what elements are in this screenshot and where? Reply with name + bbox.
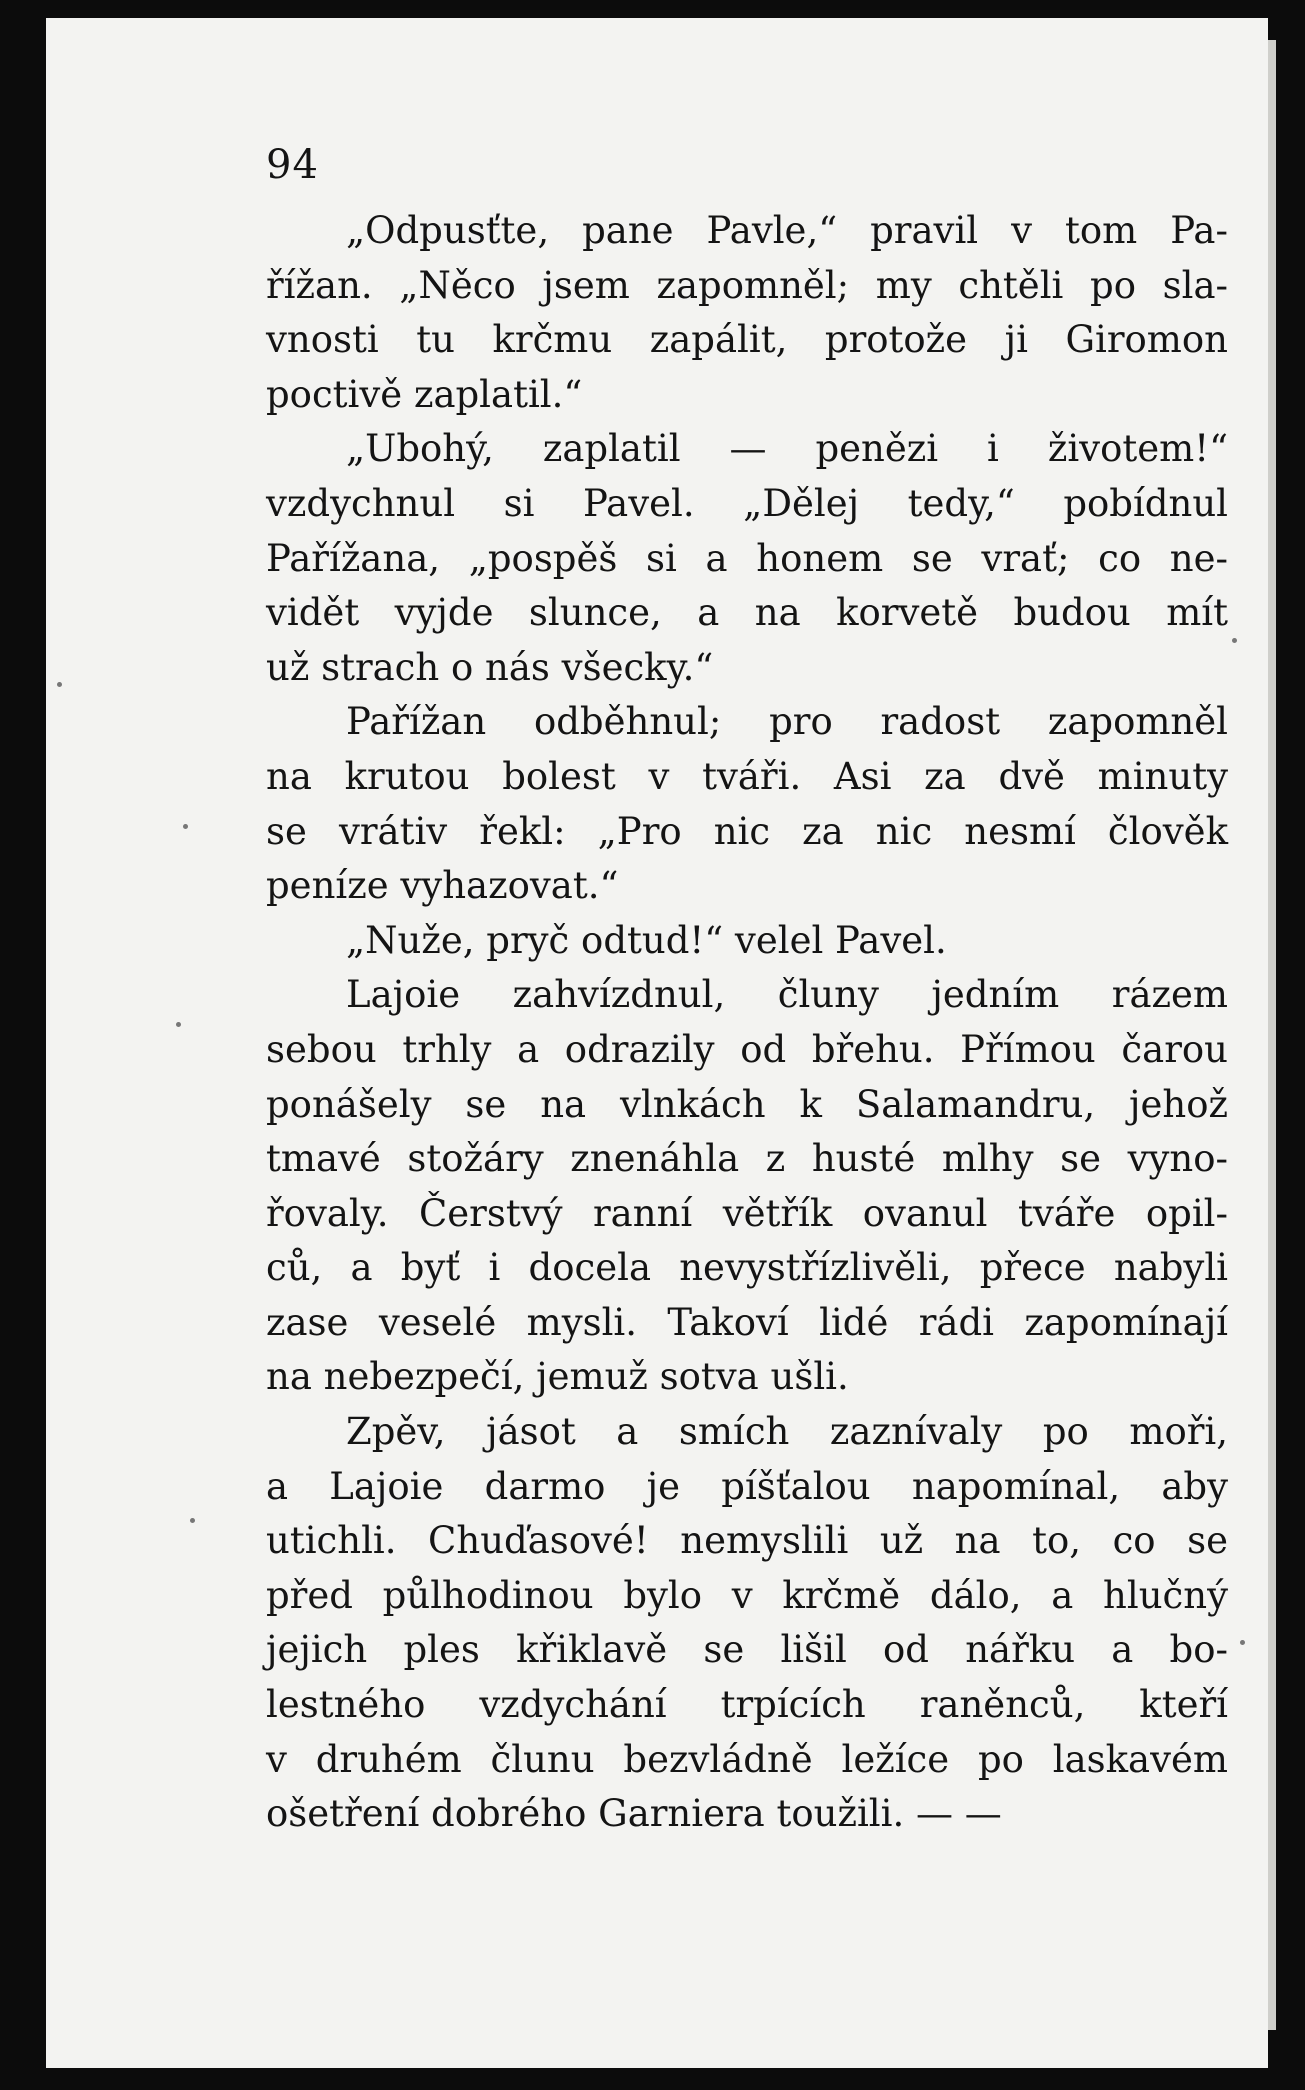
dust-speck [190, 1518, 195, 1523]
text-line: vidět vyjde slunce, a na korvetě budou mít [266, 591, 1228, 635]
text-line: před půlhodinou bylo v krčmě dálo, a hlučný [266, 1573, 1228, 1617]
text-line: se vrátiv řekl: „Pro nic za nic nesmí člověk [266, 809, 1228, 853]
paragraph [266, 1405, 1228, 1842]
text-line: Pařížan odběhnul; pro radost zapomněl [346, 700, 1228, 744]
dust-speck [1240, 1640, 1245, 1645]
paragraph [266, 968, 1228, 1405]
text-line: poctivě zaplatil.“ [266, 372, 583, 416]
text-line: řížan. „Něco jsem zapomněl; my chtěli po sla- [266, 263, 1228, 307]
text-line: Pařížana, „pospěš si a honem se vrať; co ne- [266, 536, 1228, 580]
dust-speck [1232, 638, 1237, 643]
text-line: na nebezpečí, jemuž sotva ušli. [266, 1355, 849, 1399]
text-line: sebou trhly a odrazily od břehu. Přímou čarou [266, 1027, 1228, 1071]
text-line: ců, a byť i docela nevystřízlivěli, přece nabyli [266, 1246, 1228, 1290]
text-line: tmavé stožáry znenáhla z husté mlhy se vyno- [266, 1137, 1228, 1181]
text-line: ošetření dobrého Garniera toužili. — — [266, 1792, 1002, 1836]
paragraph [266, 914, 1228, 969]
page-text [266, 140, 1228, 1842]
text-line: „Odpusťte, pane Pavle,“ pravil v tom Pa- [346, 209, 1228, 252]
dust-speck [176, 1022, 181, 1027]
paragraph [266, 422, 1228, 695]
text-line: peníze vyhazovat.“ [266, 864, 619, 908]
text-line: lestného vzdychání trpících raněnců, kteří [266, 1683, 1228, 1727]
text-line: už strach o nás všecky.“ [266, 645, 714, 689]
text-line: a Lajoie darmo je píšťalou napomínal, aby [266, 1464, 1228, 1508]
text-line: řovaly. Čerstvý ranní větřík ovanul tváře opil- [266, 1191, 1228, 1235]
paragraph [266, 695, 1228, 913]
text-line: Lajoie zahvízdnul, čluny jedním rázem [346, 973, 1228, 1017]
text-line: v druhém člunu bezvládně ležíce po laskavém [266, 1737, 1228, 1781]
paragraph [266, 204, 1228, 422]
text-line: Zpěv, jásot a smích zaznívaly po moři, [346, 1410, 1228, 1454]
dust-speck [57, 682, 62, 687]
text-line: jejich ples křiklavě se lišil od nářku a bo- [266, 1628, 1228, 1672]
text-line: zase veselé mysli. Takoví lidé rádi zapomínají [266, 1300, 1228, 1344]
text-line: „Nuže, pryč odtud!“ velel Pavel. [346, 918, 947, 962]
text-line: na krutou bolest v tváři. Asi za dvě minuty [266, 754, 1228, 798]
text-line: vnosti tu krčmu zapálit, protože ji Giromon [266, 318, 1228, 362]
text-line: ponášely se na vlnkách k Salamandru, jehož [266, 1082, 1228, 1126]
text-line: vzdychnul si Pavel. „Dělej tedy,“ pobídnul [266, 481, 1228, 525]
text-line: „Ubohý, zaplatil — penězi i životem!“ [346, 427, 1228, 471]
dust-speck [183, 824, 188, 829]
book-page [46, 18, 1268, 2068]
page-number: 94 [266, 142, 319, 188]
text-line: utichli. Chuďasové! nemyslili už na to, co se [266, 1519, 1228, 1563]
